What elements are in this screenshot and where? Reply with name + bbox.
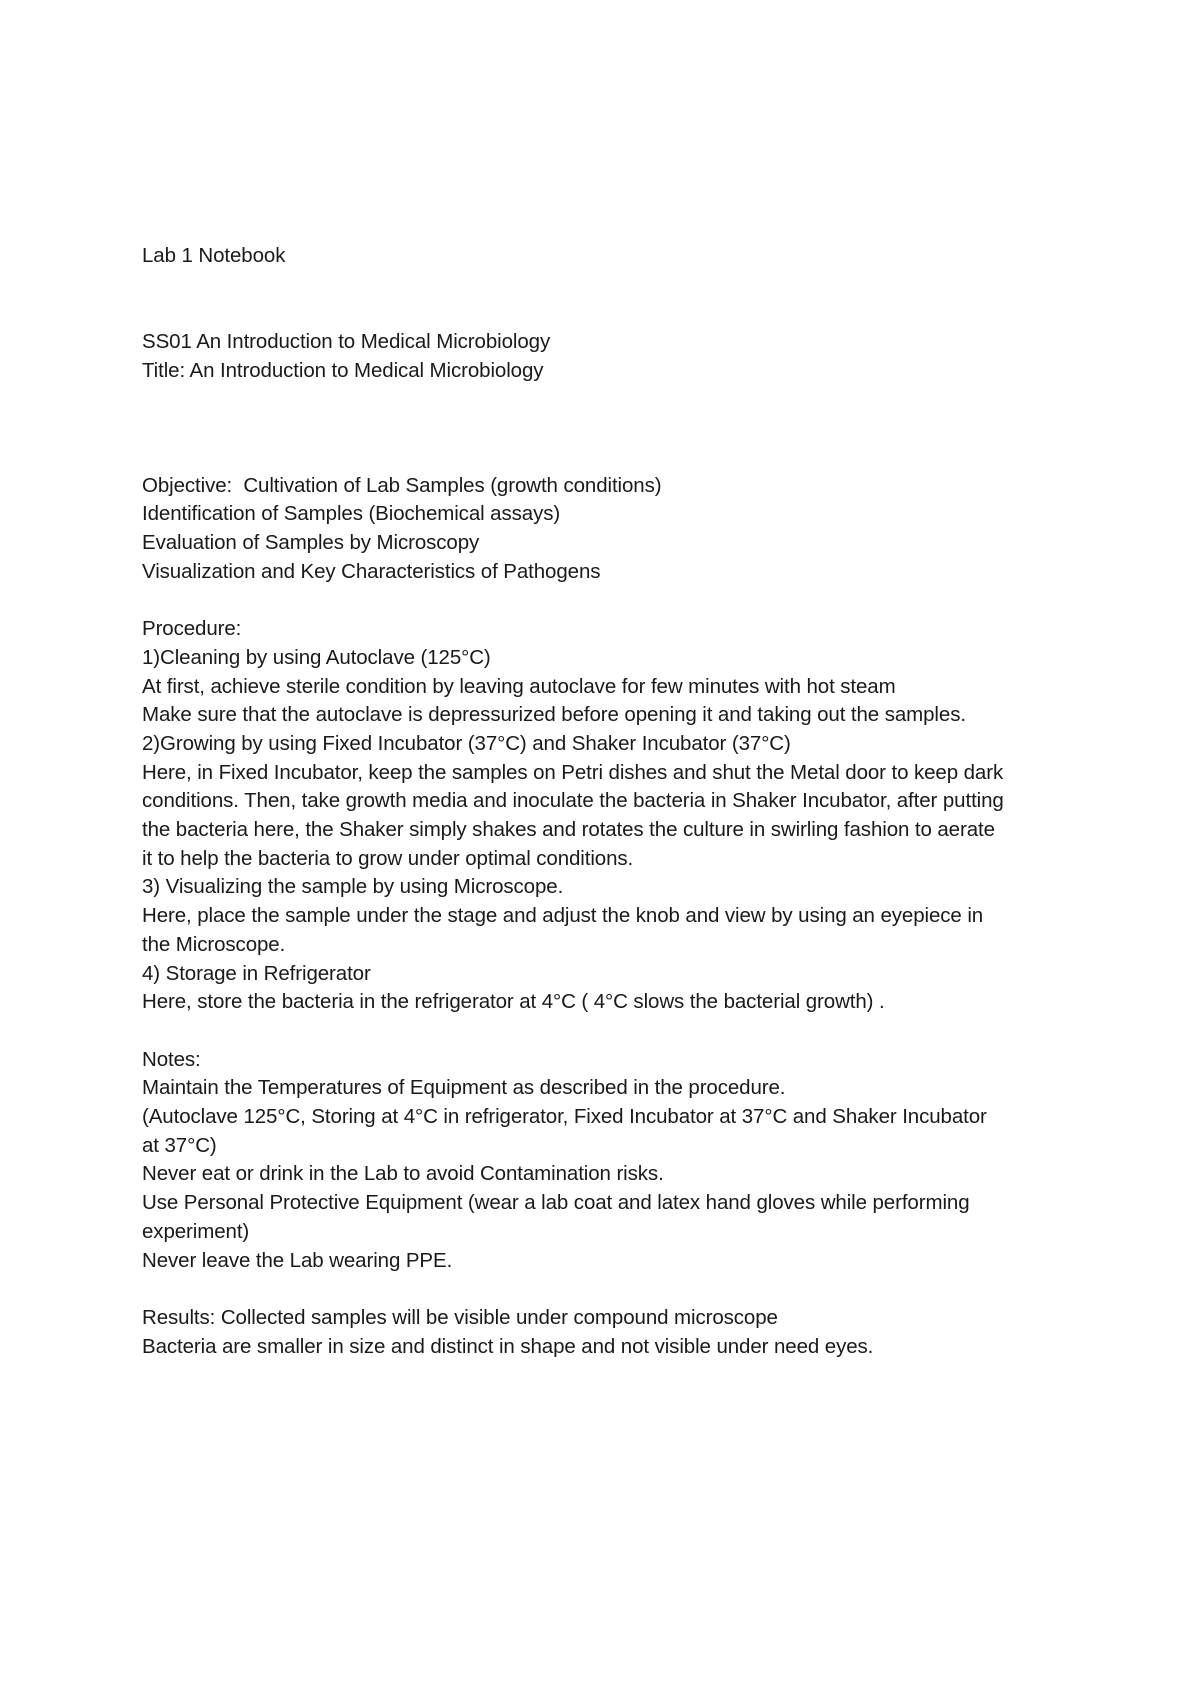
objective-line: Objective: Cultivation of Lab Samples (growth conditions): [142, 473, 662, 497]
procedure-line: it to help the bacteria to grow under optimal conditions.: [142, 846, 634, 870]
procedure-line: Here, in Fixed Incubator, keep the samples on Petri dishes and shut the Metal door to keep dark: [142, 760, 1004, 784]
procedure-line: 2)Growing by using Fixed Incubator (37°C) and Shaker Incubator (37°C): [142, 731, 791, 755]
results-line: Bacteria are smaller in size and distinct in shape and not visible under need eyes.: [142, 1334, 874, 1358]
objective-line: Identification of Samples (Biochemical assays): [142, 502, 561, 526]
course-line: SS01 An Introduction to Medical Microbiology: [142, 330, 551, 354]
document-body: [142, 242, 1102, 1361]
procedure-line: Here, place the sample under the stage and adjust the knob and view by using an eyepiece in: [142, 904, 984, 928]
results-section: [142, 1304, 1102, 1361]
notes-line: at 37°C): [142, 1133, 217, 1157]
notes-line: Never eat or drink in the Lab to avoid Contamination risks.: [142, 1162, 664, 1186]
spacer: [142, 586, 1102, 615]
notes-line: Use Personal Protective Equipment (wear a lab coat and latex hand gloves while performing: [142, 1191, 970, 1215]
spacer: [142, 271, 1102, 328]
procedure-line: At first, achieve sterile condition by leaving autoclave for few minutes with hot steam: [142, 674, 896, 698]
procedure-line: the Microscope.: [142, 932, 286, 956]
notes-heading: Notes:: [142, 1047, 201, 1071]
objective-line: Visualization and Key Characteristics of Pathogens: [142, 559, 601, 583]
spacer: [142, 1275, 1102, 1304]
notes-line: Maintain the Temperatures of Equipment as described in the procedure.: [142, 1076, 786, 1100]
spacer: [142, 1017, 1102, 1046]
document-heading: Lab 1 Notebook: [142, 244, 286, 267]
objective-line: Evaluation of Samples by Microscopy: [142, 531, 480, 554]
procedure-line: 4) Storage in Refrigerator: [142, 961, 371, 985]
procedure-line: the bacteria here, the Shaker simply shakes and rotates the culture in swirling fashion to aerate: [142, 818, 995, 842]
notes-section: [142, 1046, 1102, 1276]
procedure-line: Make sure that the autoclave is depressurized before opening it and taking out the samples.: [142, 703, 966, 727]
notes-line: experiment): [142, 1219, 250, 1243]
notes-line: Never leave the Lab wearing PPE.: [142, 1248, 453, 1272]
procedure-line: Here, store the bacteria in the refrigerator at 4°C ( 4°C slows the bacterial growth) .: [142, 990, 885, 1014]
procedure-section: [142, 615, 1102, 1017]
title-line: Title: An Introduction to Medical Microbiology: [142, 358, 544, 382]
spacer: [142, 386, 1102, 472]
results-line: Results: Collected samples will be visible under compound microscope: [142, 1305, 778, 1329]
notes-line: (Autoclave 125°C, Storing at 4°C in refrigerator, Fixed Incubator at 37°C and Shaker Incubator: [142, 1105, 987, 1129]
procedure-line: conditions. Then, take growth media and inoculate the bacteria in Shaker Incubator, after putting: [142, 789, 1004, 813]
procedure-line: 3) Visualizing the sample by using Microscope.: [142, 875, 564, 899]
objective-section: [142, 472, 1102, 587]
procedure-line: 1)Cleaning by using Autoclave (125°C): [142, 645, 491, 669]
procedure-heading: Procedure:: [142, 617, 242, 641]
